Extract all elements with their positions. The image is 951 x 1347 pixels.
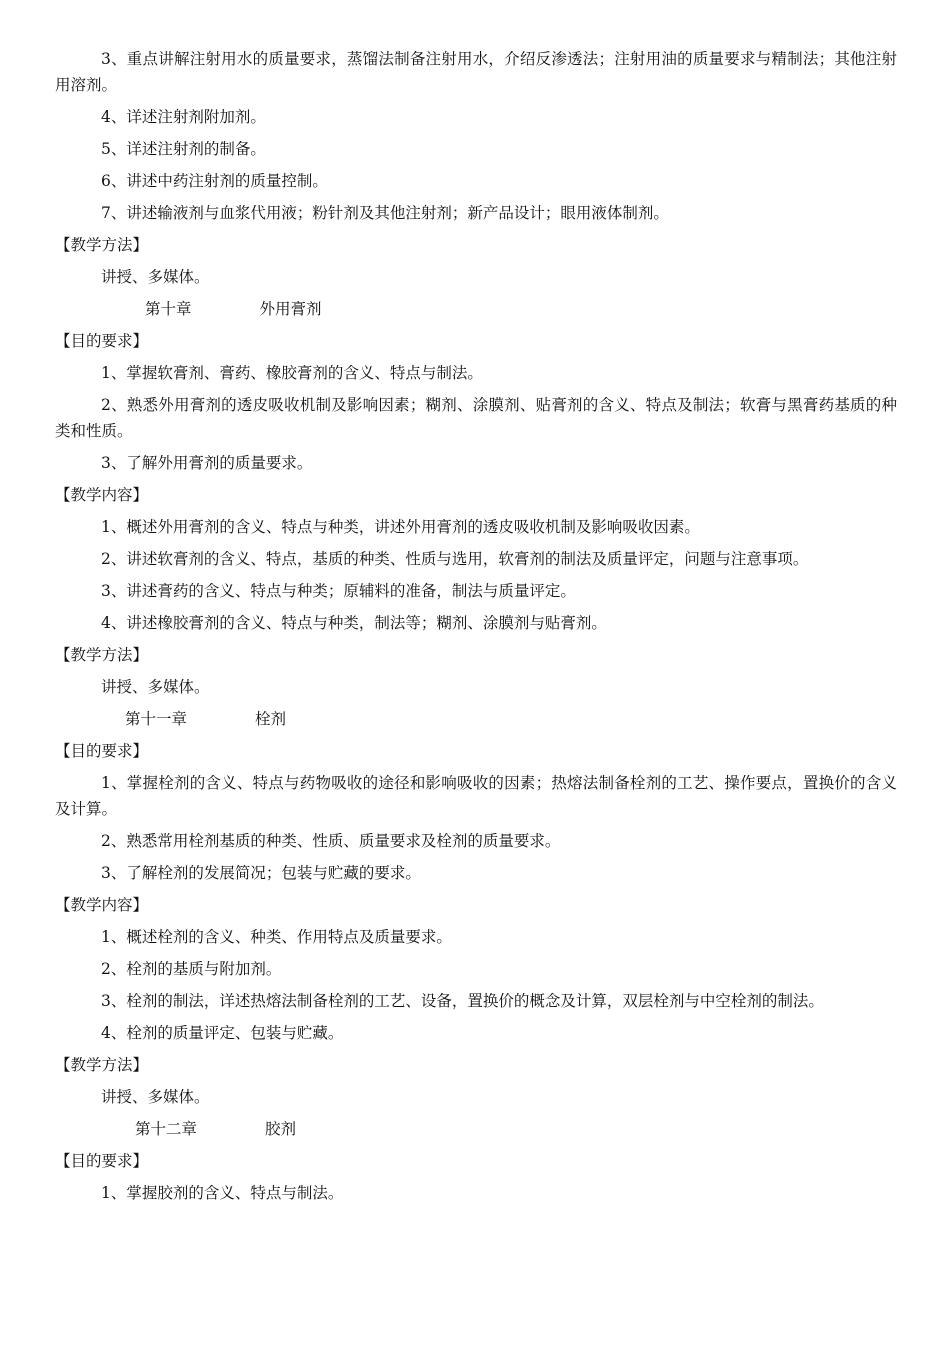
paragraph: 3、了解外用膏剂的质量要求。: [101, 454, 313, 472]
section-heading: 【教学内容】: [55, 486, 149, 504]
section-heading: 【教学方法】: [55, 236, 149, 254]
chapter-number: 第十章: [145, 300, 192, 318]
paragraph: 1、概述栓剂的含义、种类、作用特点及质量要求。: [101, 928, 452, 946]
paragraph: 4、栓剂的质量评定、包装与贮藏。: [101, 1024, 344, 1042]
section-heading: 【目的要求】: [55, 332, 149, 350]
section-heading: 【教学方法】: [55, 646, 149, 664]
paragraph: 2、讲述软膏剂的含义、特点，基质的种类、性质与选用，软膏剂的制法及质量评定，问题与注意事项。: [101, 550, 809, 568]
paragraph: 2、熟悉常用栓剂基质的种类、性质、质量要求及栓剂的质量要求。: [101, 832, 561, 850]
paragraph: 讲授、多媒体。: [101, 268, 210, 286]
paragraph: 3、栓剂的制法，详述热熔法制备栓剂的工艺、设备，置换价的概念及计算，双层栓剂与中空栓剂的制法。: [101, 992, 824, 1010]
paragraph: 2、熟悉外用膏剂的透皮吸收机制及影响因素；糊剂、涂膜剂、贴膏剂的含义、特点及制法；软膏与黑膏药基质的种类和性质。: [55, 396, 897, 440]
chapter-name: 胶剂: [265, 1120, 297, 1138]
chapter-title: [55, 296, 897, 322]
paragraph: 1、掌握胶剂的含义、特点与制法。: [101, 1184, 344, 1202]
section-heading: 【目的要求】: [55, 1152, 149, 1170]
chapter-title: [55, 706, 897, 732]
section-heading: 【教学方法】: [55, 1056, 149, 1074]
paragraph: 2、栓剂的基质与附加剂。: [101, 960, 282, 978]
chapter-number: 第十二章: [135, 1120, 198, 1138]
paragraph: 1、掌握栓剂的含义、特点与药物吸收的途径和影响吸收的因素；热熔法制备栓剂的工艺、操作要点，置换价的含义及计算。: [55, 774, 897, 818]
paragraph: 4、讲述橡胶膏剂的含义、特点与种类，制法等；糊剂、涂膜剂与贴膏剂。: [101, 614, 607, 632]
paragraph: 讲授、多媒体。: [101, 678, 210, 696]
paragraph: 3、了解栓剂的发展简况；包装与贮藏的要求。: [101, 864, 421, 882]
paragraph: 3、讲述膏药的含义、特点与种类；原辅料的准备，制法与质量评定。: [101, 582, 576, 600]
paragraph: 1、掌握软膏剂、膏药、橡胶膏剂的含义、特点与制法。: [101, 364, 483, 382]
chapter-title: [55, 1116, 897, 1142]
paragraph: 讲授、多媒体。: [101, 1088, 210, 1106]
paragraph: 5、详述注射剂的制备。: [101, 140, 266, 158]
paragraph: 1、概述外用膏剂的含义、特点与种类，讲述外用膏剂的透皮吸收机制及影响吸收因素。: [101, 518, 700, 536]
paragraph: 7、讲述输液剂与血浆代用液；粉针剂及其他注射剂；新产品设计；眼用液体制剂。: [101, 204, 669, 222]
section-heading: 【教学内容】: [55, 896, 149, 914]
chapter-name: 外用膏剂: [259, 300, 322, 318]
chapter-name: 栓剂: [255, 710, 287, 728]
paragraph: 3、重点讲解注射用水的质量要求，蒸馏法制备注射用水，介绍反渗透法；注射用油的质量要求与精制法；其他注射用溶剂。: [55, 50, 897, 94]
chapter-number: 第十一章: [125, 710, 188, 728]
document-page: [55, 46, 897, 1212]
section-heading: 【目的要求】: [55, 742, 149, 760]
paragraph: 4、详述注射剂附加剂。: [101, 108, 266, 126]
paragraph: 6、讲述中药注射剂的质量控制。: [101, 172, 328, 190]
